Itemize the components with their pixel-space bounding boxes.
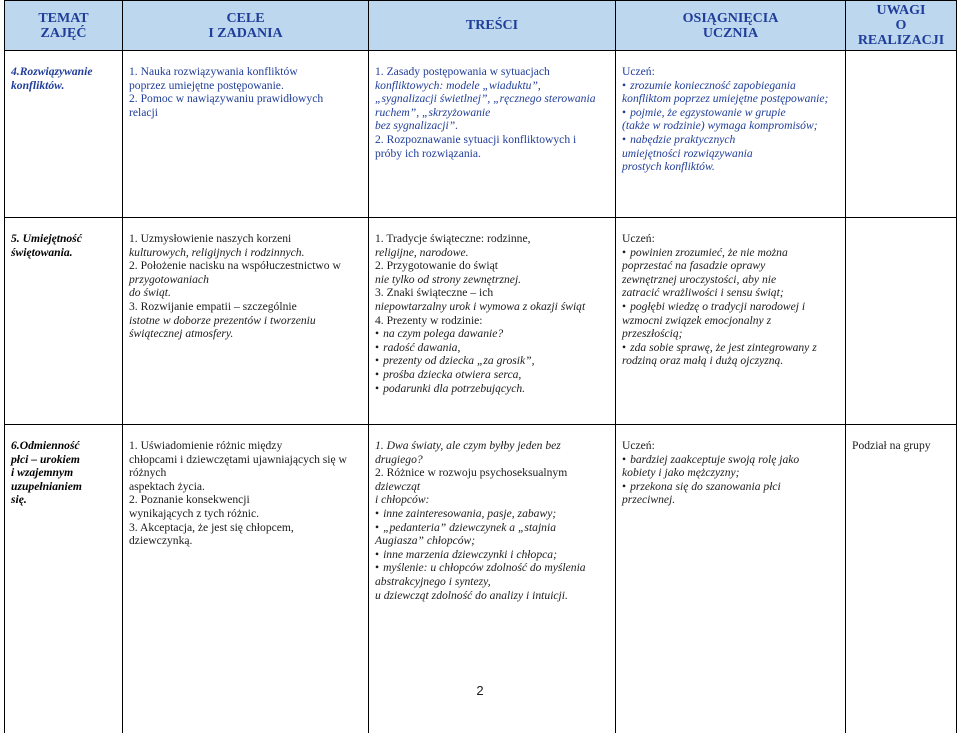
goals-cell: 1. Uzmysłowienie naszych korzeni kulturowych, religijnych i rodzinnych. 2. Położenie nacisku na współuczestnictwo w przygotowaniach do świąt. 3. Rozwijanie empatii – szczególnie istotne w doborze prezentów i tworzeniu świątecznej atmosfery. xyxy=(123,218,369,425)
header-content: TREŚCI xyxy=(369,1,616,51)
header-row xyxy=(5,1,957,51)
achievements-cell: Uczeń: • zrozumie konieczność zapobiegania konfliktom poprzez umiejętne postępowanie; • pojmie, że egzystowanie w grupie (także w rodzinie) wymaga kompromisów; • nabędzie praktycznych umiejętności rozwiązywania prostych konfliktów. xyxy=(616,51,846,218)
content-cell: 1. Dwa światy, ale czym byłby jeden bez drugiego? 2. Różnice w rozwoju psychoseksualnym dziewcząt i chłopców: • inne zainteresowania, pasje, zabawy; • „pedanteria” dziewczynek a „stajnia Augiasza” chłopców; • inne marzenia dziewczynki i chłopca; • myślenie: u chłopców zdolność do myślenia abstrakcyjnego i syntezy, u dziewcząt zdolność do analizy i intuicji. xyxy=(369,425,616,733)
topic-cell: 5. Umiejętność świętowania. xyxy=(5,218,123,425)
notes-cell: Podział na grupy xyxy=(846,425,957,733)
content-cell: 1. Zasady postępowania w sytuacjach konfliktowych: modele „wiaduktu”, „sygnalizacji świetlnej”, „ręcznego sterowania ruchem”, „skrzyżowanie bez sygnalizacji”. 2. Rozpoznawanie sytuacji konfliktowych i próby ich rozwiązania. xyxy=(369,51,616,218)
topic-cell: 6.Odmienność płci – urokiem i wzajemnym uzupełnianiem się. xyxy=(5,425,123,733)
lesson-plan-table xyxy=(4,0,957,733)
notes-cell xyxy=(846,51,957,218)
header-goals: CELE I ZADANIA xyxy=(123,1,369,51)
goals-cell: 1. Nauka rozwiązywania konfliktów poprzez umiejętne postępowanie. 2. Pomoc w nawiązywaniu prawidłowych relacji xyxy=(123,51,369,218)
topic-cell: 4.Rozwiązywanie konfliktów. xyxy=(5,51,123,218)
notes-cell xyxy=(846,218,957,425)
goals-cell: 1. Uświadomienie różnic między chłopcami i dziewczętami ujawniających się w różnych aspektach życia. 2. Poznanie konsekwencji wynikających z tych różnic. 3. Akceptacja, że jest się chłopcem, dziewczynką. xyxy=(123,425,369,733)
page-number: 2 xyxy=(470,683,490,698)
achievements-cell: Uczeń: • bardziej zaakceptuje swoją rolę jako kobiety i jako mężczyzny; • przekona się do szanowania płci przeciwnej. xyxy=(616,425,846,733)
content-cell: 1. Tradycje świąteczne: rodzinne, religijne, narodowe. 2. Przygotowanie do świąt nie tylko od strony zewnętrznej. 3. Znaki świąteczne – ich niepowtarzalny urok i wymowa z okazji świąt 4. Prezenty w rodzinie: • na czym polega dawanie? • radość dawania, • prezenty od dziecka „za grosik”, • prośba dziecka otwiera serca, • podarunki dla potrzebujących. xyxy=(369,218,616,425)
header-notes: UWAGI O REALIZACJI xyxy=(846,1,957,51)
header-achievements: OSIĄGNIĘCIA UCZNIA xyxy=(616,1,846,51)
table-row xyxy=(5,51,957,218)
header-topic: TEMAT ZAJĘĆ xyxy=(5,1,123,51)
achievements-cell: Uczeń: • powinien zrozumieć, że nie można poprzestać na fasadzie oprawy zewnętrznej uroczystości, aby nie zatracić wrażliwości i sensu świąt; • pogłębi wiedzę o tradycji narodowej i wzmocni związek emocjonalny z przeszłością; • zda sobie sprawę, że jest zintegrowany z rodziną oraz małą i dużą ojczyzną. xyxy=(616,218,846,425)
table-row xyxy=(5,218,957,425)
